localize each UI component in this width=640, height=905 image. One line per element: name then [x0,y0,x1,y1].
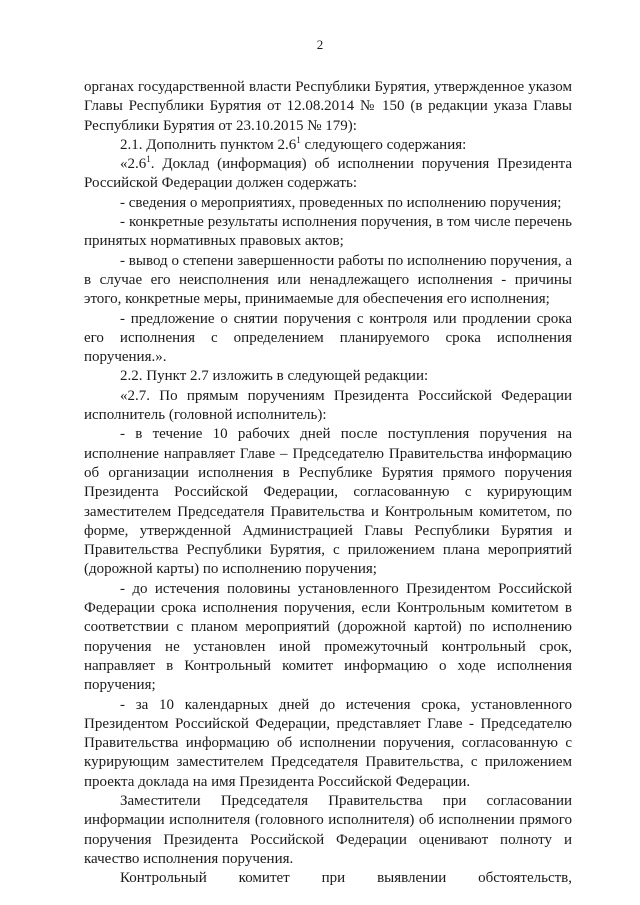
paragraph: Контрольный комитет при выявлении обстоятельств, [120,870,572,887]
paragraph-text: следующего содержания: [300,136,467,153]
document-body [84,78,572,888]
paragraph: 2.2. Пункт 2.7 изложить в следующей редакции: [120,368,429,385]
superscript: 1 [146,154,151,165]
paragraph [84,136,572,155]
paragraph-text: «2.6 [120,156,147,173]
paragraph: - конкретные результаты исполнения поручения, в том числе перечень принятых нормативных правовых актов; [84,214,572,250]
page-number: 2 [316,37,324,52]
paragraph: - сведения о мероприятиях, проведенных по исполнению поручения; [120,194,562,211]
paragraph: органах государственной власти Республики Бурятия, утвержденное указом Главы Республики Бурятия от 12.08.2014 № 150 (в редакции указа Главы Республики Бурятия от 23.10.2015 № 179): [84,79,572,134]
paragraph: «2.7. По прямым поручениям Президента Российской Федерации исполнитель (головной исполнитель): [84,387,572,424]
paragraph-text: 2.1. Дополнить пунктом 2.6 [120,136,297,153]
paragraph: - вывод о степени завершенности работы по исполнению поручения, а в случае его неисполнения или ненадлежащего исполнения - причины этого, конкретные меры, принимаемые для обеспечения его исполнения; [84,252,572,308]
paragraph [84,155,572,194]
paragraph: Заместители Председателя Правительства при согласовании информации исполнителя (головного исполнителя) об исполнении прямого поручения Президента Российской Федерации оценивают полноту и качество исполнения поручения. [84,792,572,867]
paragraph: - предложение о снятии поручения с контроля или продлении срока его исполнения с определением планируемого срока исполнения поручения.». [84,310,572,366]
paragraph: - за 10 календарных дней до истечения срока, установленного Президентом Российской Федерации, представляет Главе - Председателю Правительства информацию об исполнении поручения, согласованную с курирующим заместителем Председателя Правительства, с приложением проекта доклада на имя Президента Российской Федерации. [84,696,572,790]
superscript: 1 [296,134,301,145]
paragraph: - в течение 10 рабочих дней после поступления поручения на исполнение направляет Главе – Председателю Правительства информацию об организации исполнения в Республике Бурятия прямого поручения Президента Российской Федерации, согласованную с курирующим заместителем Председателя Правительства и Контрольным комитетом, по форме, утвержденной Администрацией Главы Республики Бурятия и Правительства Республики Бурятия, с приложением плана мероприятий (дорожной карты) по исполнению поручения; [84,426,572,578]
paragraph: - до истечения половины установленного Президентом Российской Федерации срока исполнения поручения, если Контрольным комитетом в соответствии с планом мероприятий (дорожной картой) по исполнению поручения не установлен иной промежуточный контрольный срок, направляет в Контрольный комитет информацию о ходе исполнения поручения; [84,580,572,694]
paragraph-text: . Доклад (информация) об исполнении поручения Президента Российской Федерации должен содержать: [84,156,572,192]
